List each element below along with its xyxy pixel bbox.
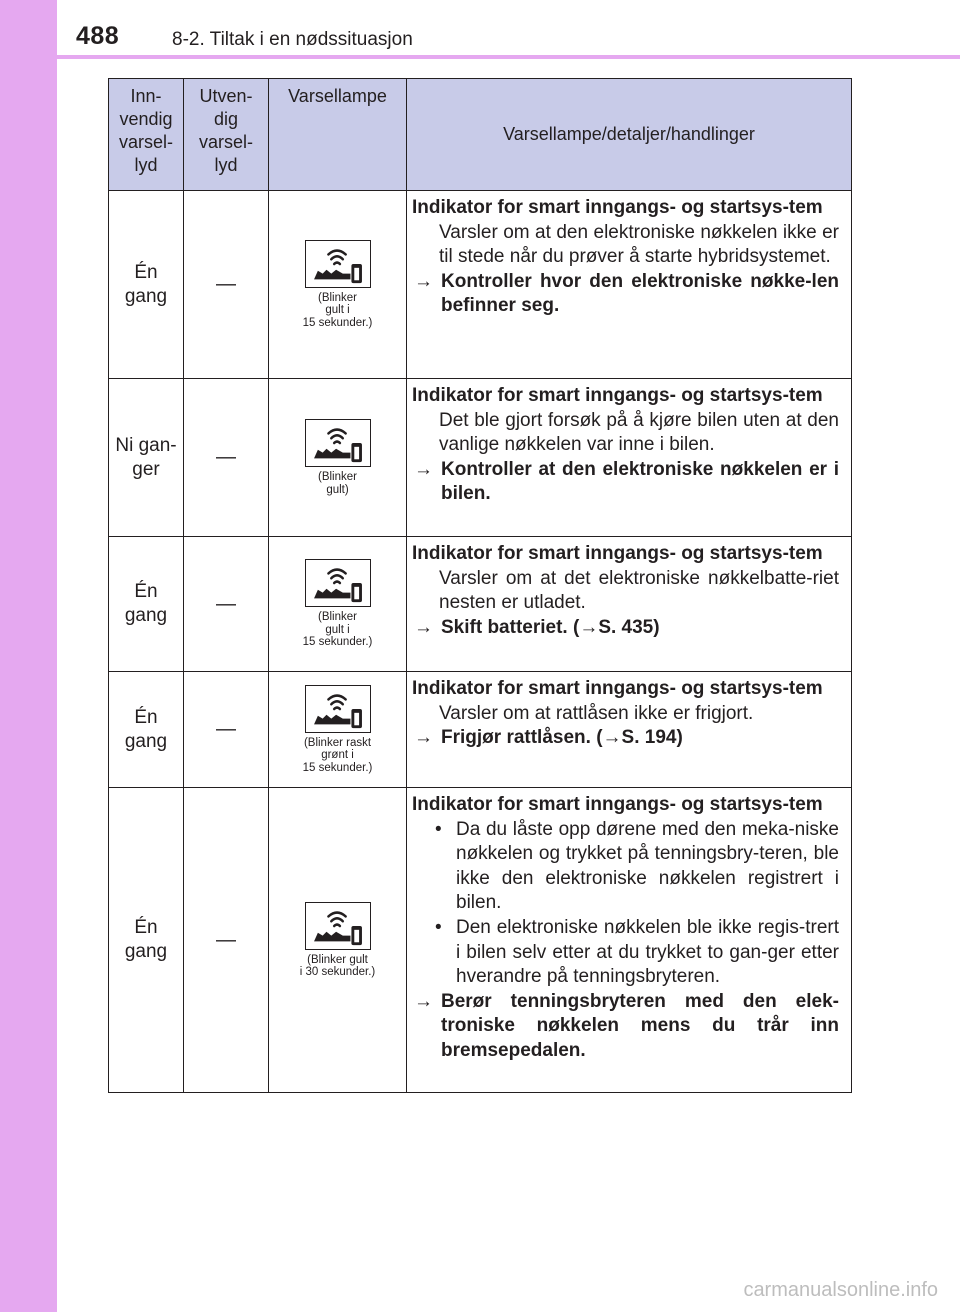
column-header-external-sound: Utven- dig varsel- lyd bbox=[184, 79, 269, 191]
internal-sound-cell: Én gang bbox=[109, 672, 184, 788]
action-text: Frigjør rattlåsen. ( bbox=[441, 727, 603, 749]
page-reference-link[interactable]: S. 435) bbox=[598, 616, 660, 638]
warning-description: Varsler om at den elektroniske nøkkelen ikke er til stede når du prøver å starte hybridsystemet. bbox=[439, 221, 839, 268]
bullet-dot: • bbox=[435, 916, 442, 938]
table-row bbox=[109, 672, 852, 788]
right-arrow-icon: → bbox=[414, 458, 433, 480]
indicator-title: Indikator for smart inngangs- og startsys-tem bbox=[412, 543, 823, 564]
internal-sound-cell: Ni gan- ger bbox=[109, 379, 184, 537]
right-arrow-icon: → bbox=[579, 616, 599, 638]
side-color-strip bbox=[0, 0, 57, 1312]
action-instruction bbox=[412, 270, 839, 319]
details-cell bbox=[407, 788, 852, 1093]
internal-sound-cell: Én gang bbox=[109, 788, 184, 1093]
action-instruction bbox=[412, 458, 839, 507]
list-item bbox=[412, 916, 839, 990]
right-arrow-icon: → bbox=[414, 270, 433, 292]
lamp-note: (Blinker gult i 15 sekunder.) bbox=[302, 611, 373, 649]
right-arrow-icon: → bbox=[414, 990, 433, 1012]
section-title: 8-2. Tiltak i en nødssituasjon bbox=[172, 29, 413, 50]
header-rule bbox=[57, 55, 960, 59]
indicator-title: Indikator for smart inngangs- og startsys-tem bbox=[412, 385, 823, 406]
warning-lamp-cell bbox=[269, 537, 407, 672]
internal-sound-cell: Én gang bbox=[109, 537, 184, 672]
table-row bbox=[109, 537, 852, 672]
warning-lamp-cell bbox=[269, 788, 407, 1093]
warning-description: Varsler om at rattlåsen ikke er frigjort. bbox=[439, 702, 754, 724]
column-header-internal-sound: Inn- vendig varsel- lyd bbox=[109, 79, 184, 191]
indicator-title: Indikator for smart inngangs- og startsys-tem bbox=[412, 197, 823, 218]
action-text: Skift batteriet. ( bbox=[441, 616, 580, 638]
warning-table bbox=[108, 78, 852, 1093]
action-text: Berør tenningsbryteren med den elek-troniske nøkkelen mens du trår inn bremsepedalen. bbox=[441, 990, 839, 1061]
smart-key-indicator-icon bbox=[305, 902, 371, 950]
smart-key-indicator-icon bbox=[305, 559, 371, 607]
details-cell bbox=[407, 672, 852, 788]
lamp-note: (Blinker gult i 15 sekunder.) bbox=[302, 291, 373, 329]
warning-description: Det ble gjort forsøk på å kjøre bilen uten at den vanlige nøkkelen var inne i bilen. bbox=[439, 409, 839, 456]
smart-key-indicator-icon bbox=[305, 685, 371, 733]
warning-lamp-cell bbox=[269, 379, 407, 537]
warning-lamp-cell bbox=[269, 672, 407, 788]
indicator-title: Indikator for smart inngangs- og startsys-tem bbox=[412, 794, 823, 815]
right-arrow-icon: → bbox=[414, 727, 433, 749]
internal-sound-cell: Én gang bbox=[109, 191, 184, 379]
action-instruction bbox=[412, 726, 839, 751]
column-header-warning-lamp: Varsellampe bbox=[269, 79, 407, 191]
smart-key-indicator-icon bbox=[305, 419, 371, 467]
table-row bbox=[109, 788, 852, 1093]
watermark: carmanualsonline.info bbox=[743, 1279, 938, 1301]
page-reference-link[interactable]: S. 194) bbox=[621, 727, 683, 749]
details-cell bbox=[407, 379, 852, 537]
table-header-row bbox=[109, 79, 852, 191]
page-number: 488 bbox=[76, 22, 120, 50]
external-sound-cell: — bbox=[184, 788, 269, 1093]
right-arrow-icon: → bbox=[602, 727, 622, 749]
action-text: Kontroller hvor den elektroniske nøkke-len befinner seg. bbox=[441, 270, 839, 317]
bullet-text: Da du låste opp dørene med den meka-niske nøkkelen og trykket på tenningsbry-teren, ble ikke den elektroniske nøkkelen registrert i bilen. bbox=[456, 818, 839, 914]
warning-description: Varsler om at det elektroniske nøkkelbatte-riet nesten er utladet. bbox=[439, 567, 839, 614]
details-cell bbox=[407, 537, 852, 672]
external-sound-cell: — bbox=[184, 672, 269, 788]
bullet-text: Den elektroniske nøkkelen ble ikke regis-trert i bilen selv etter at du trykket to gan-ger etter hverandre på tenningsbryteren. bbox=[456, 916, 839, 988]
table-row bbox=[109, 191, 852, 379]
lamp-note: (Blinker raskt grønt i 15 sekunder.) bbox=[302, 736, 373, 774]
lamp-note: (Blinker gult i 30 sekunder.) bbox=[299, 953, 376, 978]
indicator-title: Indikator for smart inngangs- og startsys-tem bbox=[412, 678, 823, 699]
table-row bbox=[109, 379, 852, 537]
column-header-details: Varsellampe/detaljer/handlinger bbox=[407, 79, 852, 191]
lamp-note: (Blinker gult) bbox=[318, 471, 357, 496]
list-item bbox=[412, 818, 839, 916]
external-sound-cell: — bbox=[184, 379, 269, 537]
warning-lamp-cell bbox=[269, 191, 407, 379]
external-sound-cell: — bbox=[184, 537, 269, 672]
action-instruction bbox=[412, 616, 839, 641]
bullet-dot: • bbox=[435, 818, 442, 840]
external-sound-cell: — bbox=[184, 191, 269, 379]
smart-key-indicator-icon bbox=[305, 240, 371, 288]
details-cell bbox=[407, 191, 852, 379]
right-arrow-icon: → bbox=[414, 616, 433, 638]
action-text: Kontroller at den elektroniske nøkkelen er i bilen. bbox=[441, 458, 839, 505]
action-instruction bbox=[412, 990, 839, 1064]
